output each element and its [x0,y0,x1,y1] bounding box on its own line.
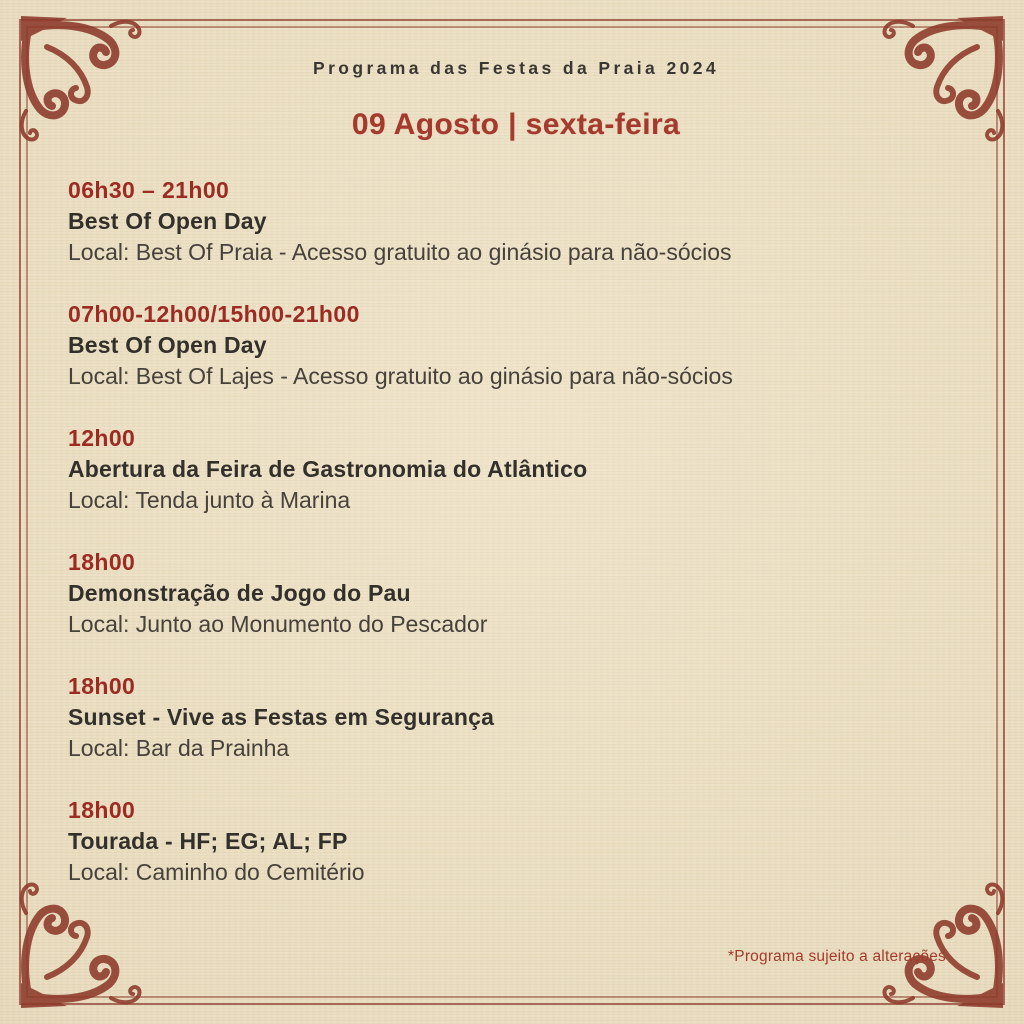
event-location: Local: Junto ao Monumento do Pescador [68,611,488,637]
event-title: Demonstração de Jogo do Pau [68,580,411,606]
event-title: Tourada - HF; EG; AL; FP [68,828,348,854]
event-title: Sunset - Vive as Festas em Segurança [68,704,495,730]
event-time: 18h00 [68,797,136,823]
event-time: 07h00-12h00/15h00-21h00 [68,301,360,327]
event-time: 12h00 [68,425,136,451]
event-block [68,671,964,764]
footnote-disclaimer: *Programa sujeito a alterações [728,948,946,965]
event-time: 06h30 – 21h00 [68,177,230,203]
event-block [68,423,964,516]
event-location: Local: Bar da Prainha [68,735,290,761]
event-block [68,547,964,640]
poster-content [68,0,964,919]
event-title: Best Of Open Day [68,332,267,358]
event-time: 18h00 [68,549,136,575]
event-location: Local: Tenda junto à Marina [68,487,351,513]
event-list [68,175,964,888]
event-location: Local: Caminho do Cemitério [68,859,365,885]
event-title: Abertura da Feira de Gastronomia do Atlântico [68,456,588,482]
event-block [68,795,964,888]
event-location: Local: Best Of Lajes - Acesso gratuito ao ginásio para não-sócios [68,363,733,389]
event-block [68,175,964,268]
event-time: 18h00 [68,673,136,699]
event-title: Best Of Open Day [68,208,267,234]
event-block [68,299,964,392]
date-heading: 09 Agosto | sexta-feira [351,108,681,141]
poster-header: Programa das Festas da Praia 2024 [313,58,719,78]
event-location: Local: Best Of Praia - Acesso gratuito ao ginásio para não-sócios [68,239,732,265]
